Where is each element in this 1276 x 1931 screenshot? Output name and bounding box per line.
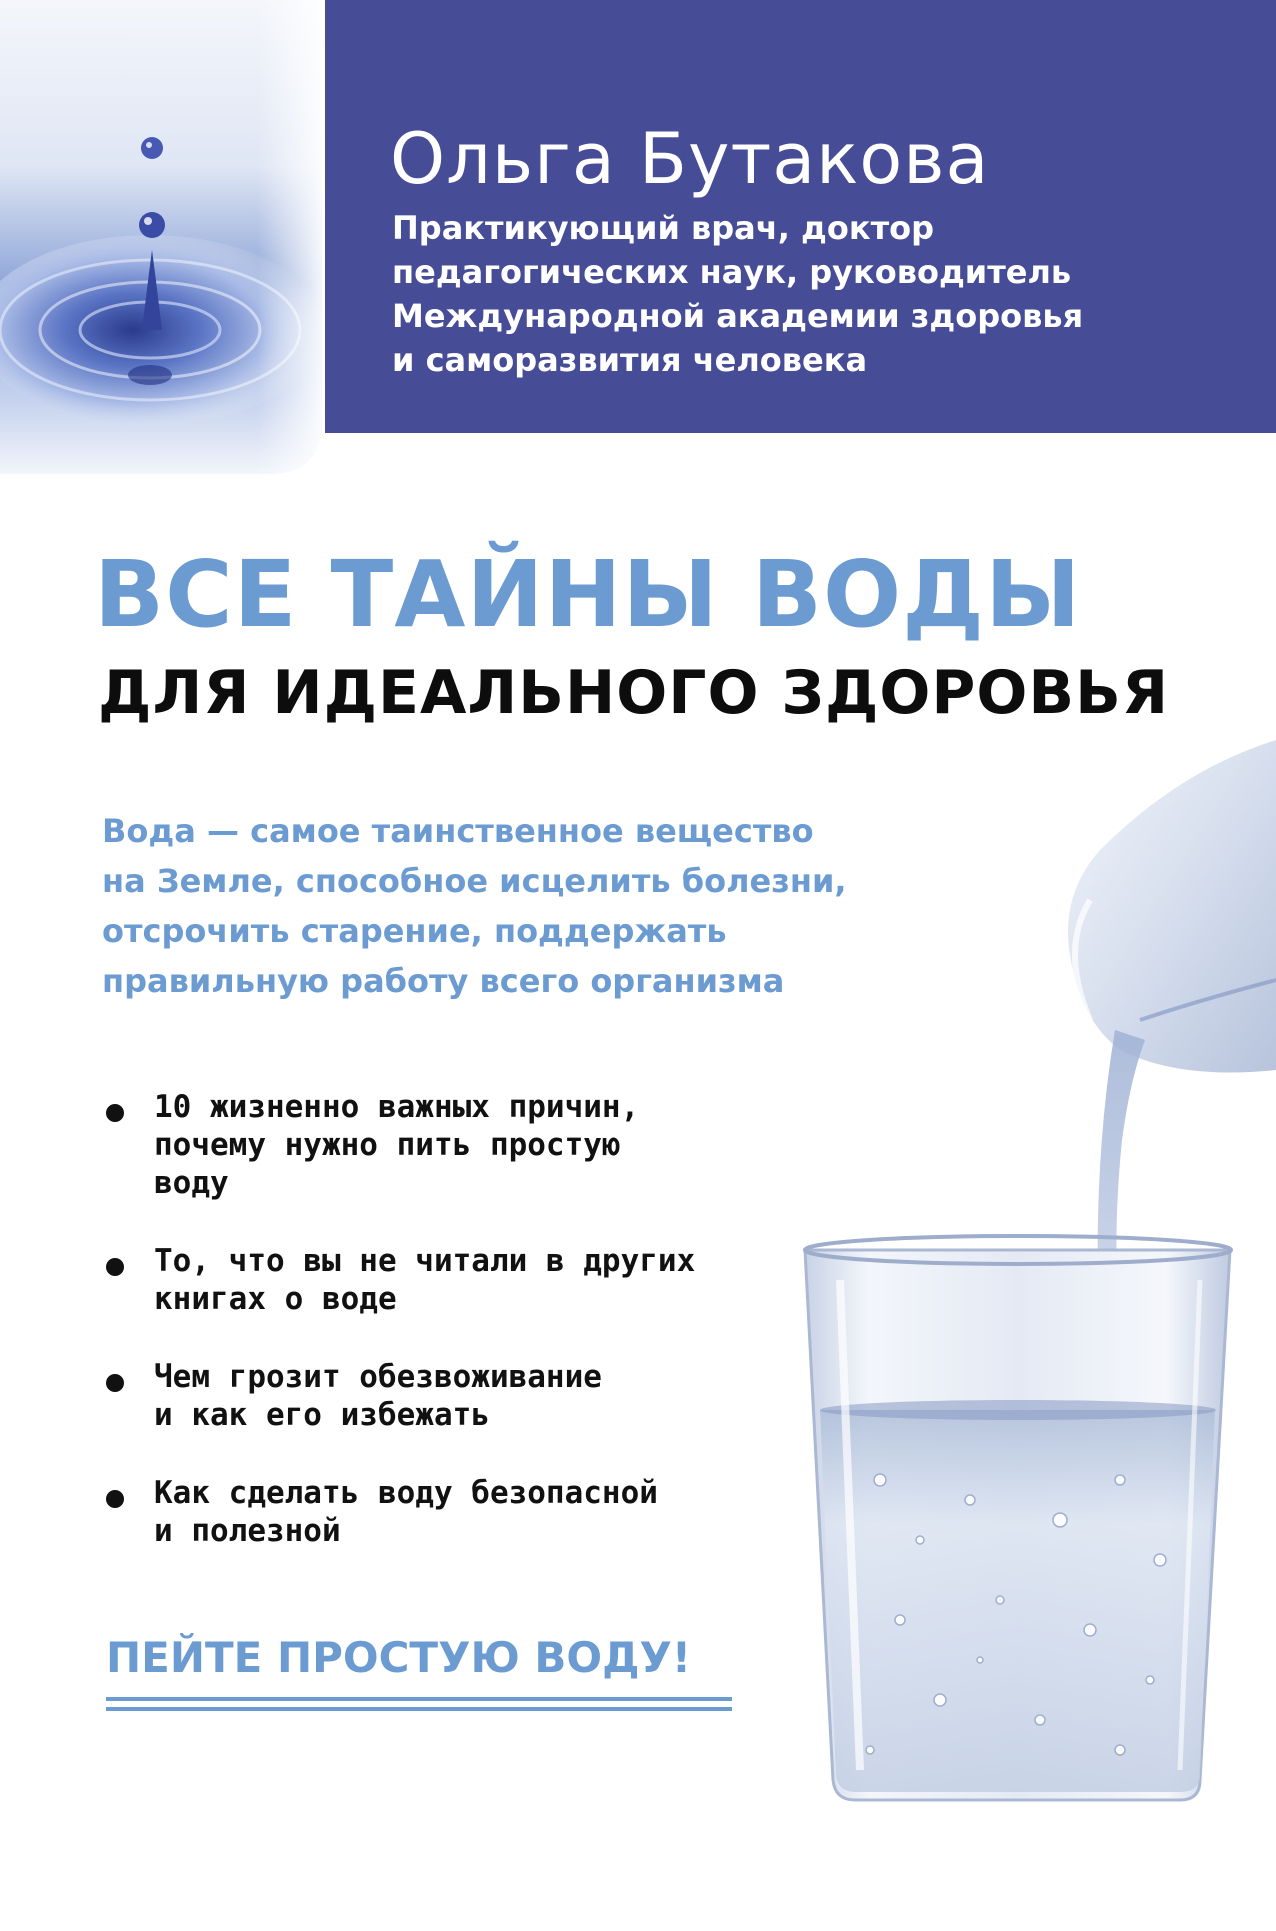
bullet-text: почему нужно пить простую [154,1127,621,1163]
book-subtitle: ДЛЯ ИДЕАЛЬНОГО ЗДОРОВЬЯ [98,658,1170,728]
bullet-text: и полезной [154,1513,341,1549]
rule-line [106,1697,732,1701]
blurb-line: на Земле, способное исцелить болезни, [102,862,847,900]
bullet-item [104,1242,804,1318]
bullet-item [104,1358,804,1434]
bullet-list [104,1088,804,1550]
author-bio-line: педагогических наук, руководитель [392,253,1072,291]
author-bio-line: и саморазвития человека [392,341,868,379]
book-title: ВСЕ ТАЙНЫ ВОДЫ [94,541,1082,648]
blurb-line: отсрочить старение, поддержать [102,912,727,950]
bullet-text: книгах о воде [154,1281,397,1317]
author-name: Ольга Бутакова [390,118,990,200]
author-bio [392,206,1222,382]
water-drop-image [0,0,322,474]
bullet-dot-icon [106,1104,124,1122]
bullet-text: воду [154,1165,229,1201]
bullet-text: То, что вы не читали в других [154,1243,696,1279]
bullet-item [104,1474,804,1550]
bullet-item [104,1088,804,1202]
rule-line [106,1707,732,1711]
bullet-text: и как его избежать [154,1397,490,1433]
slogan: ПЕЙТЕ ПРОСТУЮ ВОДУ! [106,1633,692,1682]
author-bio-line: Практикующий врач, доктор [392,209,935,247]
bullet-text: 10 жизненно важных причин, [154,1089,640,1125]
bullet-dot-icon [106,1490,124,1508]
blurb-line: правильную работу всего организма [102,962,785,1000]
bullet-text: Чем грозит обезвоживание [154,1359,602,1395]
blurb-line: Вода — самое таинственное вещество [102,812,814,850]
bullet-dot-icon [106,1374,124,1392]
author-bio-line: Международной академии здоровья [392,297,1084,335]
slogan-double-rule [106,1697,732,1711]
bullet-dot-icon [106,1258,124,1276]
bullet-text: Как сделать воду безопасной [154,1475,658,1511]
book-blurb [102,806,962,1006]
